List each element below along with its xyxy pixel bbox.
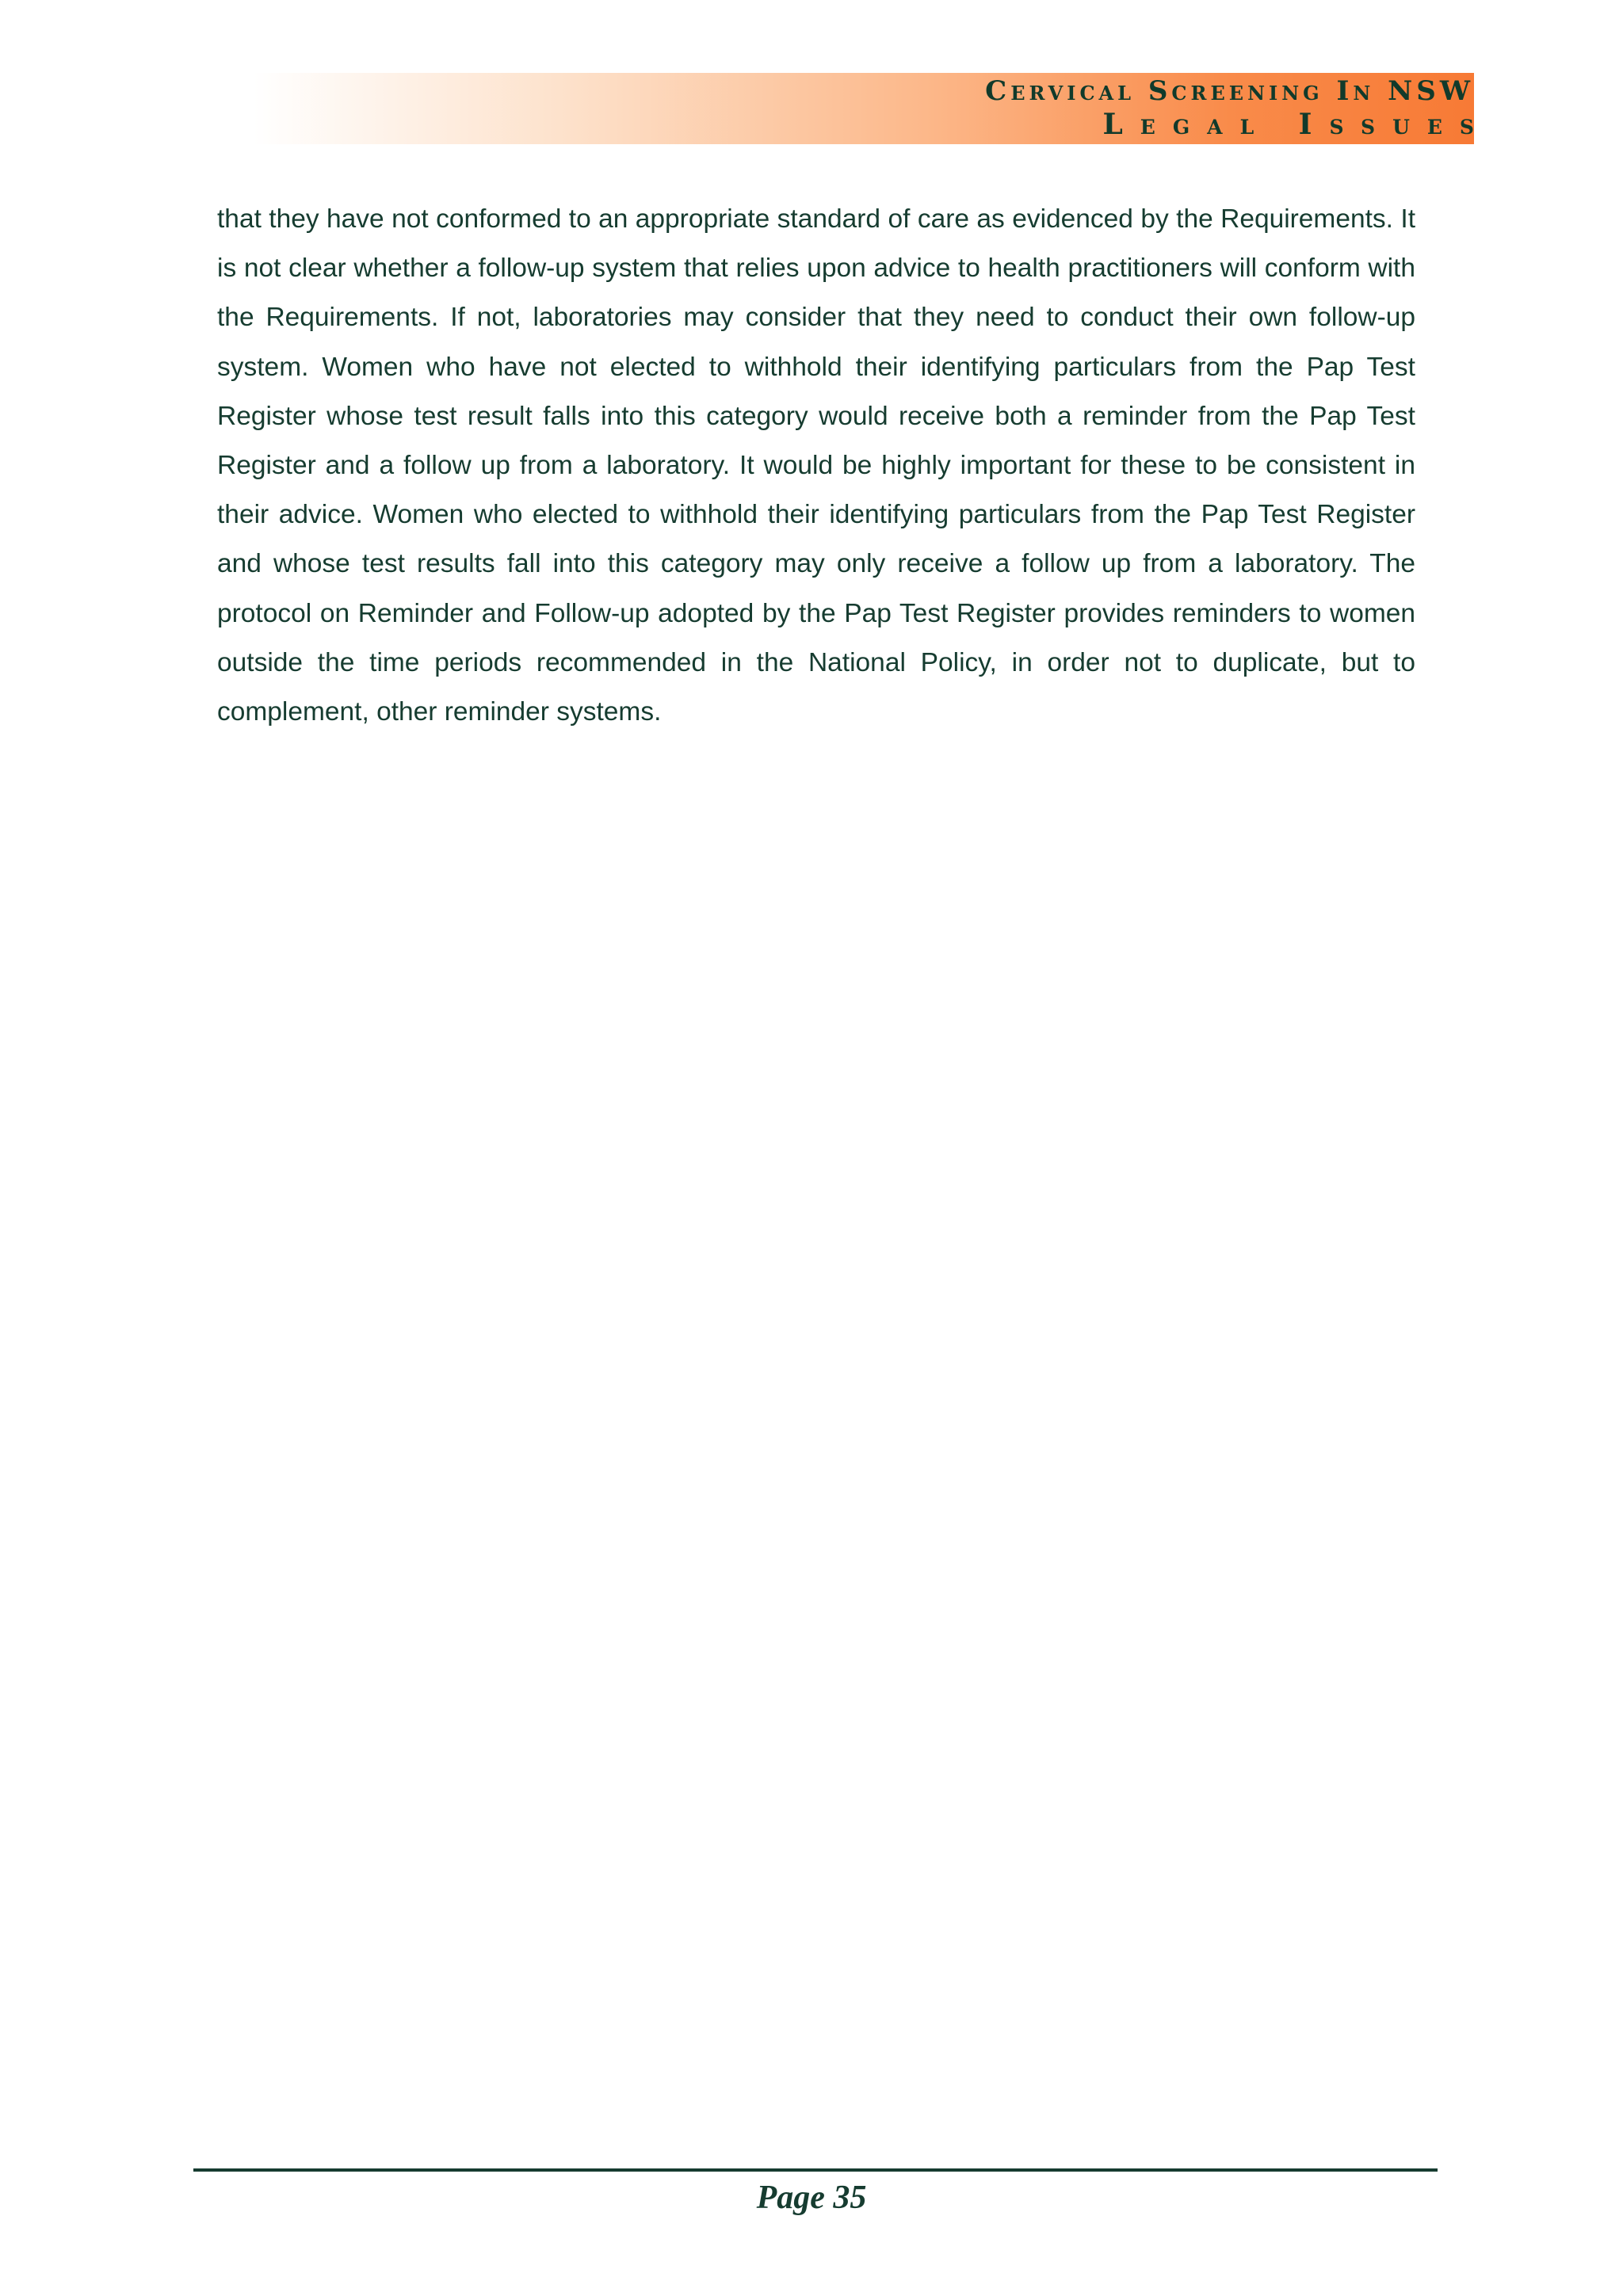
page-number: Page 35 xyxy=(756,2180,867,2216)
body-paragraph: that they have not conformed to an appropriate standard of care as evidenced by the Requirements. It is not clear whether a follow-up system that relies upon advice to health practitioners will conform with the Requirements. If not, laboratories may consider that they need to conduct their own follow-up system. Women who have not elected to withhold their identifying particulars from the Pap Test Register whose test result falls into this category would receive both a reminder from the Pap Test Register and a follow up from a laboratory. It would be highly important for these to be consistent in their advice. Women who elected to withhold their identifying particulars from the Pap Test Register and whose test results fall into this category may only receive a follow up from a laboratory. The protocol on Reminder and Follow-up adopted by the Pap Test Register provides reminders to women outside the time periods recommended in the National Policy, in order not to duplicate, but to complement, other reminder systems. xyxy=(217,204,1415,727)
header-subtitle: Legal Issues xyxy=(1102,108,1491,141)
running-header xyxy=(985,73,1491,144)
footer-divider xyxy=(193,2168,1438,2172)
header-title: Cervical Screening In NSW xyxy=(985,75,1474,107)
